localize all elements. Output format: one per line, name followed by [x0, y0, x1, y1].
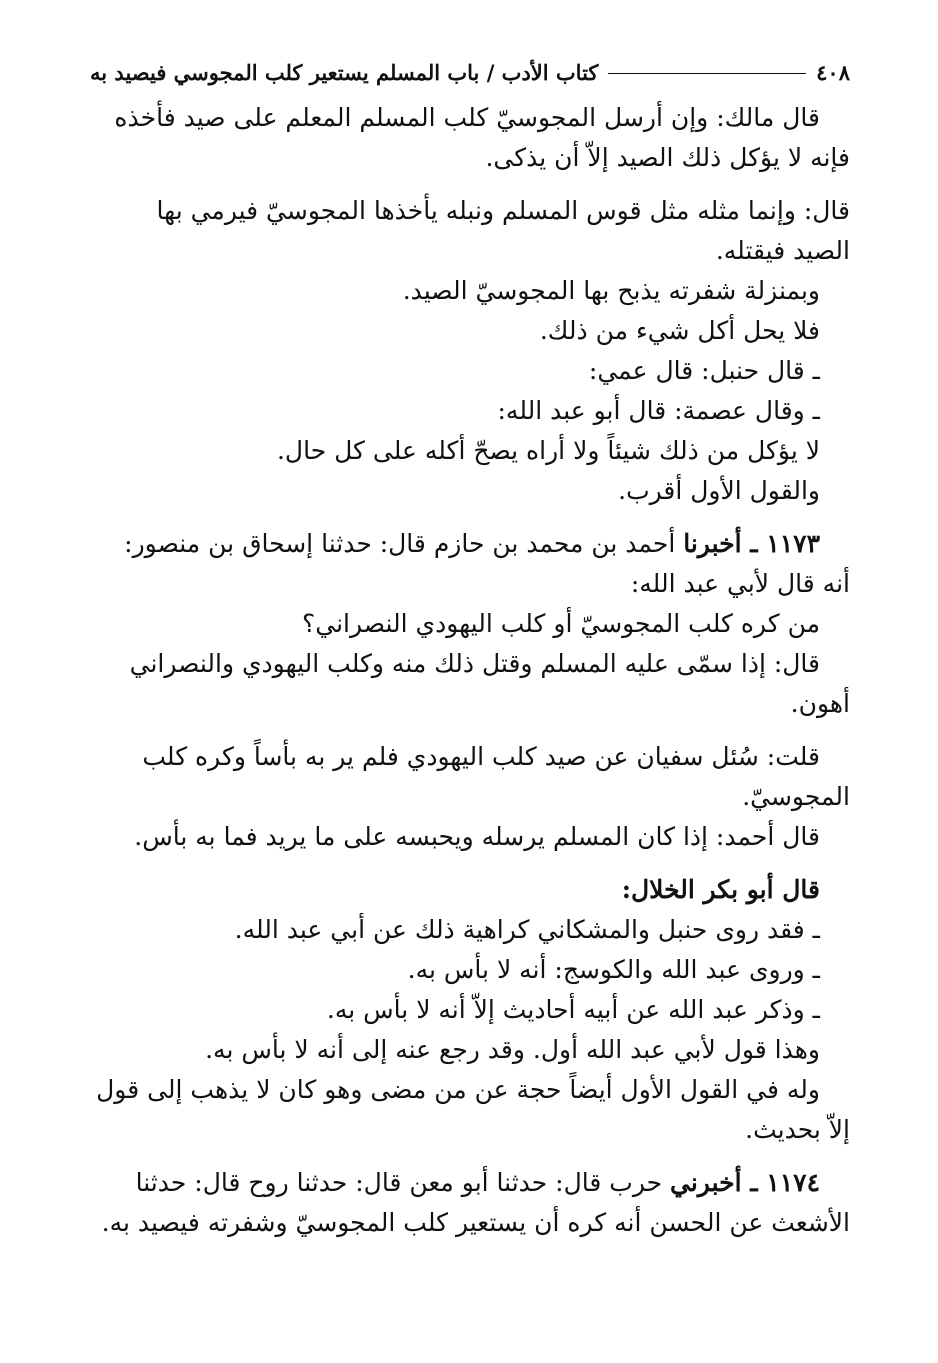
text-line [90, 271, 850, 311]
text-line [90, 817, 850, 857]
line-text: الصيد فيقتله. [715, 236, 850, 265]
text-line [90, 564, 850, 604]
line-text: فإنه لا يؤكل ذلك الصيد إلاّ أن يذكى. [485, 143, 850, 172]
text-line [90, 231, 850, 271]
paragraph-gap [90, 511, 850, 524]
line-text: أهون. [790, 689, 850, 718]
line-text: لا يؤكل من ذلك شيئاً ولا أراه يصحّ أكله على كل حال. [276, 436, 820, 465]
line-text: فلا يحل أكل شيء من ذلك. [539, 316, 820, 345]
line-text: قال: وإنما مثله مثل قوس المسلم ونبله يأخذها المجوسيّ فيرمي بها [156, 196, 850, 225]
text-line [90, 1110, 850, 1150]
text-line [90, 1070, 850, 1110]
text-line [90, 471, 850, 511]
text-line [90, 311, 850, 351]
line-text: وله في القول الأول أيضاً حجة عن من مضى وهو كان لا يذهب إلى قول [96, 1075, 820, 1104]
line-text: قال: إذا سمّى عليه المسلم وقتل ذلك منه وكلب اليهودي والنصراني [129, 649, 820, 678]
line-text: أحمد بن محمد بن حازم قال: حدثنا إسحاق بن منصور: [124, 529, 684, 558]
line-text: وهذا قول لأبي عبد الله أول. وقد رجع عنه إلى أنه لا بأس به. [205, 1035, 820, 1064]
text-line [90, 777, 850, 817]
paragraph-gap [90, 178, 850, 191]
line-text: ـ وروى عبد الله والكوسج: أنه لا بأس به. [407, 955, 820, 984]
line-text: وبمنزلة شفرته يذبح بها المجوسيّ الصيد. [402, 276, 820, 305]
paragraph-gap [90, 857, 850, 870]
text-line [90, 910, 850, 950]
line-text: قال أحمد: إذا كان المسلم يرسله ويحبسه على ما يريد فما به بأس. [134, 822, 820, 851]
text-line [90, 1203, 850, 1243]
line-text: قال مالك: وإن أرسل المجوسيّ كلب المسلم المعلم على صيد فأخذه [114, 103, 820, 132]
line-text: ـ وذكر عبد الله عن أبيه أحاديث إلاّ أنه لا بأس به. [326, 995, 820, 1024]
text-line [90, 138, 850, 178]
body-text [90, 98, 850, 1243]
text-line [90, 98, 850, 138]
header-rule [608, 73, 806, 74]
text-line [90, 1163, 850, 1203]
text-line [90, 684, 850, 724]
text-line [90, 391, 850, 431]
text-line [90, 604, 850, 644]
running-header [90, 58, 850, 88]
text-line [90, 870, 850, 910]
line-text: المجوسيّ. [742, 782, 850, 811]
line-text: والقول الأول أقرب. [618, 476, 820, 505]
chapter-title: كتاب الأدب / باب المسلم يستعير كلب المجوسي فيصيد به [90, 60, 599, 85]
bold-lead: ١١٧٤ ـ أخبرني [670, 1168, 820, 1197]
text-line [90, 524, 850, 564]
line-text: ـ قال حنبل: قال عمي: [588, 356, 820, 385]
line-text: من كره كلب المجوسيّ أو كلب اليهودي النصراني؟ [301, 609, 820, 638]
text-line [90, 737, 850, 777]
text-line [90, 1030, 850, 1070]
text-line [90, 950, 850, 990]
bold-lead: قال أبو بكر الخلال: [621, 875, 820, 904]
line-text: أنه قال لأبي عبد الله: [630, 569, 850, 598]
line-text: الأشعث عن الحسن أنه كره أن يستعير كلب المجوسيّ وشفرته فيصيد به. [101, 1208, 850, 1237]
text-line [90, 990, 850, 1030]
bold-lead: ١١٧٣ ـ أخبرنا [683, 529, 820, 558]
text-line [90, 351, 850, 391]
text-line [90, 191, 850, 231]
line-text: حرب قال: حدثنا أبو معن قال: حدثنا روح قال: حدثنا [135, 1168, 671, 1197]
line-text: ـ وقال عصمة: قال أبو عبد الله: [497, 396, 820, 425]
line-text: ـ فقد روى حنبل والمشكاني كراهية ذلك عن أبي عبد الله. [234, 915, 820, 944]
text-line [90, 644, 850, 684]
page-number: ٤٠٨ [816, 60, 850, 85]
text-line [90, 431, 850, 471]
line-text: قلت: سُئل سفيان عن صيد كلب اليهودي فلم ير به بأساً وكره كلب [142, 742, 820, 771]
paragraph-gap [90, 1150, 850, 1163]
line-text: إلاّ بحديث. [745, 1115, 850, 1144]
paragraph-gap [90, 724, 850, 737]
